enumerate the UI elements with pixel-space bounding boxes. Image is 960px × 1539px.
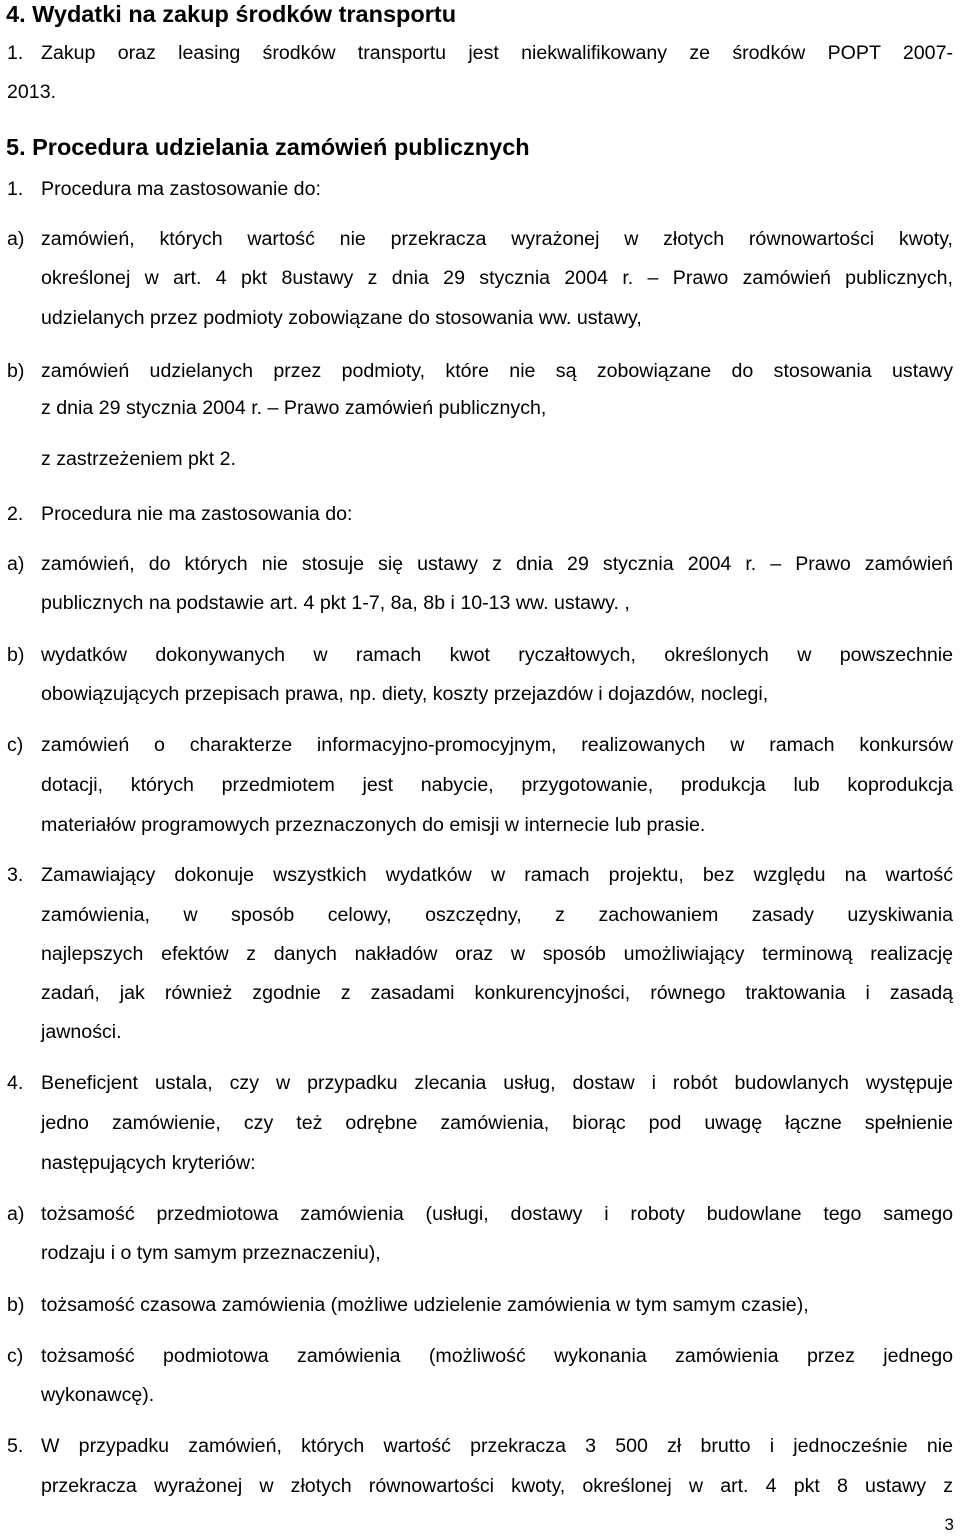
paragraph-line: publicznych na podstawie art. 4 pkt 1-7, 8a, 8b i 10-13 ww. ustawy. , (41, 592, 630, 614)
list-label: b) (7, 644, 25, 666)
item-number: 2. (7, 503, 24, 525)
paragraph-line: Procedura ma zastosowanie do: (41, 178, 321, 200)
list-label: b) (7, 360, 25, 382)
paragraph-line: określonej w art. 4 pkt 8ustawy z dnia 29 stycznia 2004 r. – Prawo zamówień publicznych, (41, 267, 953, 289)
list-label: a) (7, 1203, 25, 1225)
paragraph-line: zamówień, do których nie stosuje się ustawy z dnia 29 stycznia 2004 r. – Prawo zamówień (41, 553, 953, 575)
paragraph-line: zadań, jak również zgodnie z zasadami konkurencyjności, równego traktowania i zasadą (41, 982, 953, 1004)
paragraph-line: wydatków dokonywanych w ramach kwot ryczałtowych, określonych w powszechnie (41, 644, 953, 666)
list-label: c) (7, 734, 24, 756)
paragraph-line: tożsamość podmiotowa zamówienia (możliwość wykonania zamówienia przez jednego (41, 1345, 953, 1367)
paragraph-line: zamówienia, w sposób celowy, oszczędny, z zachowaniem zasady uzyskiwania (41, 904, 953, 926)
item-number: 1. (7, 178, 24, 200)
paragraph-line: obowiązujących przepisach prawa, np. diety, koszty przejazdów i dojazdów, noclegi, (41, 683, 769, 705)
paragraph-line: najlepszych efektów z danych nakładów oraz w sposób umożliwiający terminową realizację (41, 943, 953, 965)
section-5-heading: 5. Procedura udzielania zamówień publicznych (6, 134, 530, 160)
paragraph-line: tożsamość przedmiotowa zamówienia (usługi, dostawy i roboty budowlane tego samego (41, 1203, 953, 1225)
item-number: 1. (7, 42, 24, 64)
paragraph-line: zamówień udzielanych przez podmioty, które nie są zobowiązane do stosowania ustawy (41, 360, 953, 382)
paragraph-line: następujących kryteriów: (41, 1152, 256, 1174)
list-label: b) (7, 1294, 25, 1316)
paragraph-line: jedno zamówienie, czy też odrębne zamówienia, biorąc pod uwagę łączne spełnienie (41, 1112, 953, 1134)
list-label: c) (7, 1345, 24, 1367)
paragraph-line: Zakup oraz leasing środków transportu jest niekwalifikowany ze środków POPT 2007- (41, 42, 953, 64)
paragraph-line: dotacji, których przedmiotem jest nabycie, przygotowanie, produkcja lub koprodukcja (41, 774, 953, 796)
paragraph-line: wykonawcę). (41, 1384, 155, 1406)
page-number: 3 (944, 1515, 954, 1534)
paragraph-line: tożsamość czasowa zamówienia (możliwe udzielenie zamówienia w tym samym czasie), (41, 1294, 809, 1316)
paragraph-line: Beneficjent ustala, czy w przypadku zlecania usług, dostaw i robót budowlanych występuje (41, 1072, 953, 1094)
list-label: a) (7, 228, 25, 250)
item-number: 5. (7, 1435, 24, 1457)
section-4-heading: 4. Wydatki na zakup środków transportu (6, 1, 457, 27)
item-number: 3. (7, 864, 24, 886)
paragraph-line: jawności. (41, 1021, 122, 1043)
paragraph-line: Procedura nie ma zastosowania do: (41, 503, 353, 525)
paragraph-line: zamówień, których wartość nie przekracza wyrażonej w złotych równowartości kwoty, (41, 228, 953, 250)
list-label: a) (7, 553, 25, 575)
paragraph-line: z zastrzeżeniem pkt 2. (41, 448, 236, 470)
paragraph-line: materiałów programowych przeznaczonych do emisji w internecie lub prasie. (41, 814, 706, 836)
paragraph-line: Zamawiający dokonuje wszystkich wydatków w ramach projektu, bez względu na wartość (41, 864, 953, 886)
item-number: 4. (7, 1072, 24, 1094)
paragraph-line: z dnia 29 stycznia 2004 r. – Prawo zamówień publicznych, (41, 397, 547, 419)
paragraph-line: rodzaju i o tym samym przeznaczeniu), (41, 1242, 381, 1264)
paragraph-line: zamówień o charakterze informacyjno-promocyjnym, realizowanych w ramach konkursów (41, 734, 953, 756)
paragraph-line: W przypadku zamówień, których wartość przekracza 3 500 zł brutto i jednocześnie nie (41, 1435, 953, 1457)
paragraph-line: 2013. (7, 81, 57, 103)
paragraph-line: udzielanych przez podmioty zobowiązane do stosowania ww. ustawy, (41, 307, 642, 329)
paragraph-line: przekracza wyrażonej w złotych równowartości kwoty, określonej w art. 4 pkt 8 ustawy z (41, 1475, 953, 1497)
